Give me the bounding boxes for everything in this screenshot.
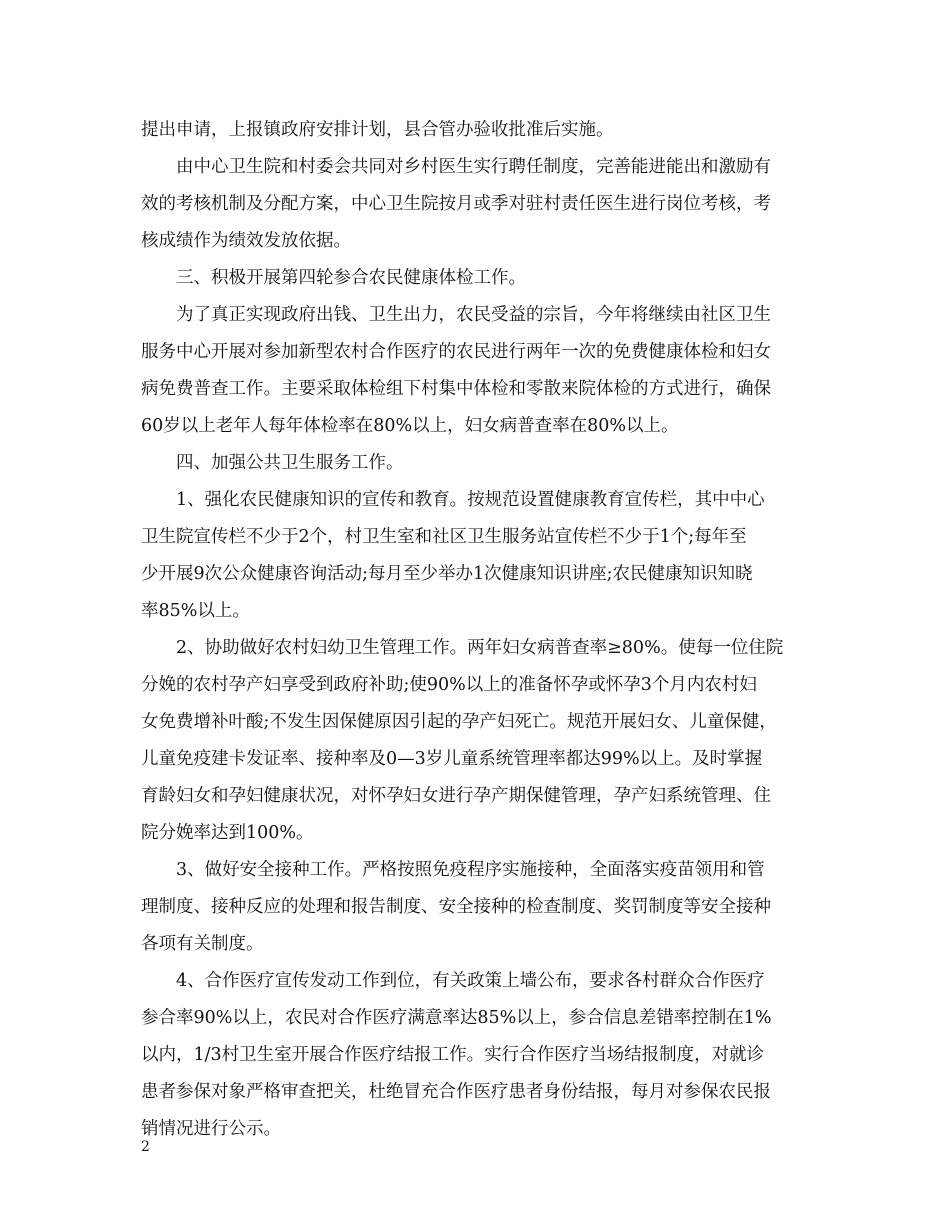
paragraph-line: 患者参保对象严格审查把关，杜绝冒充合作医疗患者身份结报，每月对参保农民报 bbox=[141, 1082, 771, 1102]
paragraph-line: 儿童免疫建卡发证率、接种率及0—3岁儿童系统管理率都达99%以上。及时掌握 bbox=[141, 749, 763, 769]
paragraph-line: 卫生院宣传栏不少于2个，村卫生室和社区卫生服务站宣传栏不少于1个;每年至 bbox=[141, 527, 747, 547]
paragraph-line: 女免费增补叶酸;不发生因保健原因引起的孕产妇死亡。规范开展妇女、儿童保健， bbox=[141, 712, 777, 732]
paragraph-line: 销情况进行公示。 bbox=[141, 1119, 281, 1139]
paragraph-line: 60岁以上老年人每年体检率在80%以上，妇女病普查率在80%以上。 bbox=[141, 416, 679, 436]
paragraph-line: 病免费普查工作。主要采取体检组下村集中体检和零散来院体检的方式进行，确保 bbox=[141, 379, 771, 399]
paragraph-line: 3、做好安全接种工作。严格按照免疫程序实施接种，全面落实疫苗领用和管 bbox=[176, 860, 765, 880]
page-number: 2 bbox=[141, 1139, 150, 1155]
paragraph-line: 育龄妇女和孕妇健康状况，对怀孕妇女进行孕产期保健管理，孕产妇系统管理、住 bbox=[141, 786, 771, 806]
paragraph-line: 为了真正实现政府出钱、卫生出力，农民受益的宗旨，今年将继续由社区卫生 bbox=[176, 305, 771, 325]
page-body bbox=[141, 112, 821, 1148]
paragraph-line: 核成绩作为绩效发放依据。 bbox=[141, 231, 351, 251]
paragraph-line: 服务中心开展对参加新型农村合作医疗的农民进行两年一次的免费健康体检和妇女 bbox=[141, 342, 771, 362]
paragraph-line: 2、协助做好农村妇幼卫生管理工作。两年妇女病普查率≥80%。使每一位住院 bbox=[176, 638, 784, 658]
paragraph-line: 率85%以上。 bbox=[141, 601, 250, 621]
paragraph-line: 院分娩率达到100%。 bbox=[141, 823, 314, 843]
paragraph-line: 分娩的农村孕产妇享受到政府补助;使90%以上的准备怀孕或怀孕3个月内农村妇 bbox=[141, 675, 757, 695]
paragraph-line: 理制度、接种反应的处理和报告制度、安全接种的检查制度、奖罚制度等安全接种 bbox=[141, 897, 771, 917]
section-heading: 三、积极开展第四轮参合农民健康体检工作。 bbox=[176, 268, 526, 288]
paragraph-line: 以内，1/3村卫生室开展合作医疗结报工作。实行合作医疗当场结报制度，对就诊 bbox=[141, 1045, 765, 1065]
paragraph-line: 1、强化农民健康知识的宣传和教育。按规范设置健康教育宣传栏，其中中心 bbox=[176, 490, 765, 510]
paragraph-line: 4、合作医疗宣传发动工作到位，有关政策上墙公布，要求各村群众合作医疗 bbox=[176, 971, 765, 991]
paragraph-line: 效的考核机制及分配方案，中心卫生院按月或季对驻村责任医生进行岗位考核，考 bbox=[141, 194, 771, 214]
paragraph-line: 各项有关制度。 bbox=[141, 934, 264, 954]
paragraph-line: 少开展9次公众健康咨询活动;每月至少举办1次健康知识讲座;农民健康知识知晓 bbox=[141, 564, 753, 584]
section-heading: 四、加强公共卫生服务工作。 bbox=[176, 453, 404, 473]
paragraph-line: 提出申请，上报镇政府安排计划，县合管办验收批准后实施。 bbox=[141, 120, 614, 140]
paragraph-line: 由中心卫生院和村委会共同对乡村医生实行聘任制度，完善能进能出和激励有 bbox=[176, 157, 771, 177]
paragraph-line: 参合率90%以上，农民对合作医疗满意率达85%以上，参合信息差错率控制在1% bbox=[141, 1008, 772, 1028]
